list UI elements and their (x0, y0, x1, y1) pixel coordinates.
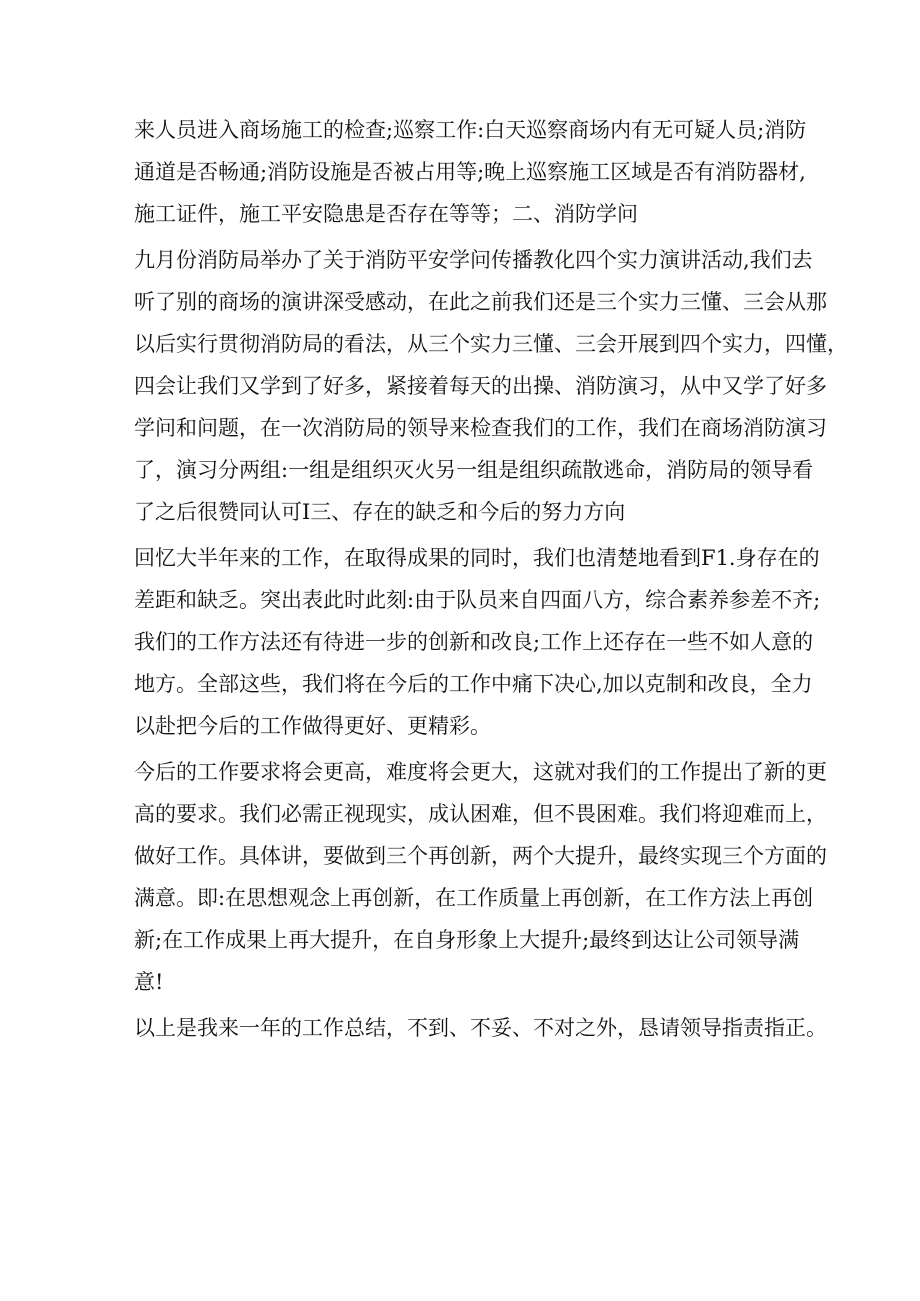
text-line: 了之后很赞同认可I三、存在的缺乏和今后的努力方向 (134, 500, 626, 524)
text-line: 今后的工作要求将会更高，难度将会更大，这就对我们的工作提出了新的更 (134, 760, 827, 784)
text-line: 做好工作。具体讲，要做到三个再创新，两个大提升，最终实现三个方面的 (134, 844, 827, 868)
text-line: 以上是我来一年的工作总结，不到、不妥、不对之外，恳请领导指责指正。 (134, 1016, 827, 1040)
text-line: 以后实行贯彻消防局的看法，从三个实力三懂、三会开展到四个实力，四懂， (134, 332, 848, 356)
text-line: 通道是否畅通;消防设施是否被占用等;晚上巡察施工区域是否有消防器材, (134, 160, 806, 184)
text-line: 学问和问题，在一次消防局的领导来检查我们的工作，我们在商场消防演习 (134, 416, 827, 440)
paragraph-shortcomings (134, 537, 821, 747)
text-line: 四会让我们又学到了好多，紧接着每天的出操、消防演习，从中又学了好多 (134, 374, 827, 398)
paragraph-patrol-work (134, 109, 807, 235)
paragraph-closing (134, 1007, 827, 1049)
text-line: 施工证件，施工平安隐患是否存在等等；二、消防学问 (134, 202, 638, 226)
text-line: 回忆大半年来的工作，在取得成果的同时，我们也清楚地看到F1.身存在的 (134, 546, 820, 570)
text-line: 地方。全部这些，我们将在今后的工作中痛下决心,加以克制和改良，全力 (134, 672, 813, 696)
document-body (134, 109, 848, 1049)
text-line: 九月份消防局举办了关于消防平安学问传播教化四个实力演讲活动,我们去 (134, 248, 813, 272)
text-line: 满意。即:在思想观念上再创新，在工作质量上再创新，在工作方法上再创 (134, 886, 814, 910)
text-line: 听了别的商场的演讲深受感动，在此之前我们还是三个实力三懂、三会从那 (134, 290, 827, 314)
text-line: 以赴把今后的工作做得更好、更精彩。 (134, 714, 491, 738)
text-line: 意! (134, 970, 164, 994)
paragraph-fire-knowledge (134, 239, 848, 533)
text-line: 新;在工作成果上再大提升，在自身形象上大提升;最终到达让公司领导满 (134, 928, 800, 952)
text-line: 了，演习分两组:一组是组织灭火另一组是组织疏散逃命，消防局的领导看 (134, 458, 814, 482)
text-line: 差距和缺乏。突出表此时此刻:由于队员来自四面八方，综合素养参差不齐; (134, 588, 821, 612)
paragraph-future-requirements (134, 751, 827, 1003)
text-line: 高的要求。我们必需正视现实，成认困难，但不畏困难。我们将迎难而上， (134, 802, 827, 826)
text-line: 来人员进入商场施工的检查;巡察工作:白天巡察商场内有无可疑人员;消防 (134, 118, 807, 142)
text-line: 我们的工作方法还有待进一步的创新和改良;工作上还存在一些不如人意的 (134, 630, 814, 654)
